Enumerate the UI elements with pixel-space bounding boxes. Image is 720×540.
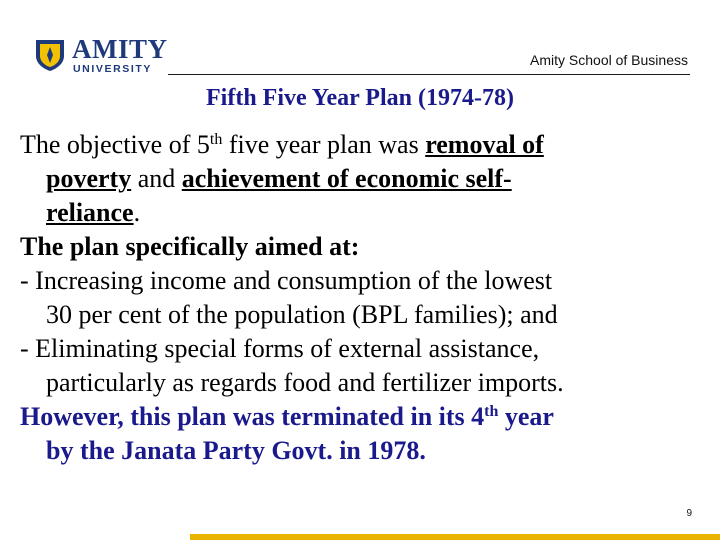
amity-logo	[30, 34, 168, 78]
bullet-1-line-1: - Increasing income and consumption of the lowest	[20, 266, 553, 295]
conclusion-text: However, this plan was terminated in its 4	[20, 402, 485, 431]
logo-wordmark: AMITY	[72, 34, 168, 64]
objective-line-1	[20, 128, 700, 162]
shield-icon	[34, 38, 66, 72]
header-divider	[168, 74, 690, 75]
bullet-2-line-2: particularly as regards food and fertilizer imports.	[46, 368, 564, 397]
emphasis-poverty: poverty	[46, 164, 132, 193]
objective-text: five year plan was	[222, 130, 426, 159]
emphasis-removal: removal of	[425, 130, 544, 159]
emphasis-reliance: reliance	[46, 198, 134, 227]
school-name: Amity School of Business	[530, 52, 688, 68]
conclusion-text: year	[498, 402, 554, 431]
aim-heading: The plan specifically aimed at:	[20, 232, 360, 261]
footer-accent-bar	[190, 534, 720, 540]
slide-body	[20, 128, 700, 468]
objective-text: .	[133, 198, 141, 227]
conclusion-line-1	[20, 400, 700, 434]
logo-subtitle: UNIVERSITY	[73, 63, 153, 75]
emphasis-economic-self: achievement of economic self-	[181, 164, 512, 193]
bullet-1-line-2: 30 per cent of the population (BPL families); and	[46, 300, 558, 329]
conclusion-line-2: by the Janata Party Govt. in 1978.	[46, 436, 426, 465]
objective-text: and	[131, 164, 182, 193]
bullet-2-line-1: - Eliminating special forms of external assistance,	[20, 334, 540, 363]
objective-text: The objective of 5	[20, 130, 210, 159]
page-number: 9	[686, 508, 692, 519]
objective-line-2	[20, 162, 700, 196]
ordinal-superscript: th	[484, 403, 499, 420]
objective-line-3	[20, 196, 700, 230]
ordinal-superscript: th	[209, 131, 223, 148]
slide-title: Fifth Five Year Plan (1974-78)	[206, 85, 514, 111]
